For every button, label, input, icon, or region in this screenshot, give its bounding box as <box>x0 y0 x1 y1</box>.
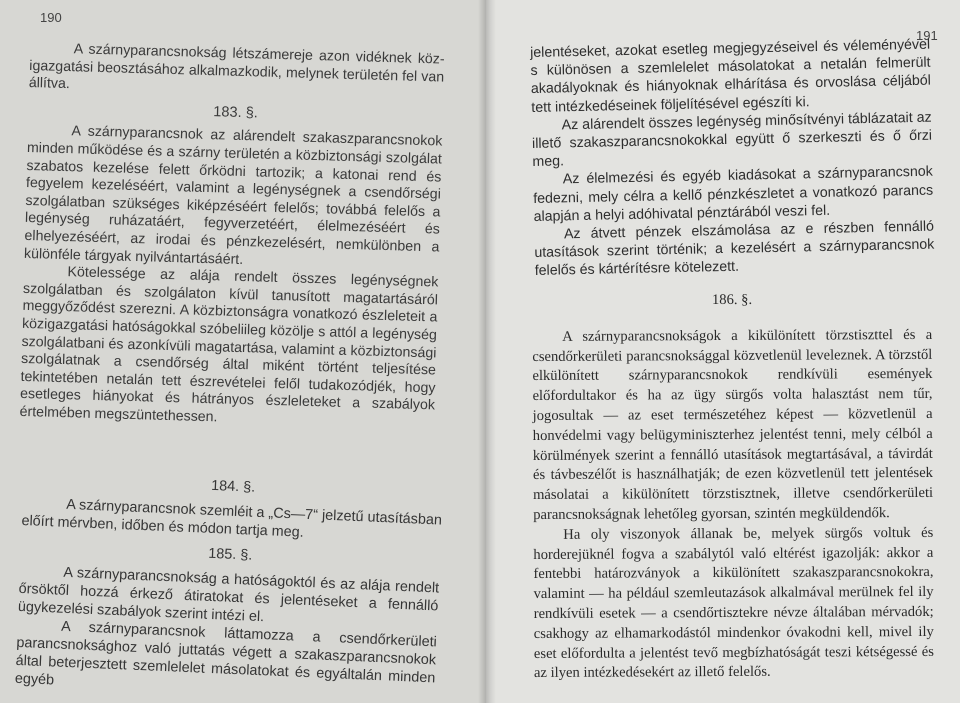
right-page-upper-text <box>530 36 935 281</box>
section-heading-184: 184. §. <box>210 477 256 496</box>
paragraph-184-1: A szárnyparancsnok szemléit a „Cs—7“ jelzetű utasításban előírt mérvben, időben és módon tartja meg. <box>21 496 443 541</box>
left-page-lower-text <box>15 462 444 703</box>
paragraph-upper-4: Az átvett pénzek elszámolása az e részben fennálló utasítások szerint történik; a kezelésért a szárnyparancsnok felelős és kártérítésre kötelezett. <box>534 218 935 280</box>
intro-paragraph: A szárnyparancsnokság létszámereje azon vidéknek köz-igazgatási beosztásához alkalmazkodik, melynek területén fel van állítva. <box>28 41 445 93</box>
right-page <box>486 0 960 703</box>
right-page-lower-text <box>532 290 934 684</box>
paragraph-185-1: A szárnyparancsnokság a hatóságoktól és az alája rendelt őrsöktől hozzá érkező átiratokat és jelentéseket a fennálló ügykezelési szabályok szerint intézi el. <box>17 564 440 626</box>
book-gutter-shadow <box>478 0 496 703</box>
section-heading-186: 186. §. <box>711 291 753 309</box>
paragraph-continued: jelentéseket, azokat esetleg megjegyzéseivel és véleményével s különösen a szemlelelet másolatokat a netalán felmerült akadályoknak és hiányoknak elhárítása és orvoslása céljából tett intézkedéseinek följelítésével egészíti ki. <box>530 36 932 116</box>
paragraph-185-2: A szárnyparancsnok láttamozza a csendőrkerületi parancsnoksághoz való juttatás végett a szakaszparancsnokok által beterjesztett szemlelelet másolatokat és egyáltalán minden egyéb <box>14 618 438 689</box>
paragraph-183-1: A szárnyparancsnok az alárendelt szakaszparancsnokok minden működése és a szárny területén a közbiztonsági szolgálat szabatos kezelése felett őrködni tartozik; a katonai rend és fegyelem kezeléséért, valamint a legénységnek a csendőrségi szolgálatban szükséges kiképzéséért felelős; továbbá felelős a legénység ruházatáért, fegyverzetéért, élelmezéséért és elhelyezéséért, az irodai és pénzkezelésért, nemkülönben a különféle tárgyak nyilvántartásáért. <box>23 123 443 268</box>
page-number-right: 191 <box>916 28 938 43</box>
left-page-upper-text <box>19 40 444 433</box>
section-heading-185: 185. §. <box>207 545 253 564</box>
paragraph-186-2: Ha oly viszonyok állanak be, melyek sürgős voltuk és horderejüknél fogva a szabálytól való eltérést igazolják: akkor a fentebbi határozványok a kikülönített szakaszparancsnokokra, valamint — ha például szemleutazások alkalmával merülnek fel ily rendkívüli esetek — a csendőrtisztekre névze általában mérvadók; csakhogy az elhamarkodástól mindenkor óvakodni kell, mivel ily eset előfordulta a jelentést tevő megbízhatóságát teszi kétségessé és az ilyen intézkedésekért az illető felelős. <box>533 524 934 682</box>
paragraph-186-1: A szárnyparancsnokságok a kikülönített törzstiszttel és a csendőrkerületi parancsnoksággal közvetlenül leveleznek. A törzstől elkülönített szárnyparancsnokok rendkívüli események előfordultakor és ha az ügy sürgős volta halasztást nem tűr, jogosultak — az eset természetéhez képest — közvetlenül a honvédelmi vagy belügyminiszterhez jelentést tenni, mely célból a körülmények szerint a fennálló utasítások megtartásával, a távirdát és távbeszélőt is használhatják; de ezen közvetlenül tett jelentések másolatai a kikülönített törzstisztnek, illetve csendőrkerületi parancsnokságnak lehetőleg gyorsan, szintén megküldendők. <box>532 326 934 523</box>
page-number-left: 190 <box>40 10 62 25</box>
paragraph-upper-2: Az alárendelt összes legénység minősítvényi táblázatait az illető szakaszparancsnokokkal együtt ő szerkeszti és ő őrzi meg. <box>531 109 933 171</box>
section-heading-183: 183. §. <box>213 103 259 122</box>
paragraph-183-2: Kötelessége az alája rendelt összes legénységnek szolgálatban és szolgálaton kívül tanusított magatartásáról meggyőződést szerezni. A közbiztonságra vonatkozó észleleteit a közigazgatási hatóságokkal szóbeliileg közölje s attól a legénység szolgálatbani és azonkívüli magatartása, valamint a közbiztonsági szolgálatnak a csendőrség által miként történt teljesítése tekintetében netalán tett észrevételei felől tudakozódjék, hogy esetleges hiányokat és hátrányos észleleteket a szabályok értelmében megszüntethessen. <box>19 264 439 426</box>
paragraph-upper-3: Az élelmezési és egyéb kiadásokat a szárnyparancsnok fedezni, mely célra a kellő pénzkészletet a vonatkozó parancs alapján a helyi adóhivatal pénztárából veszi fel. <box>533 164 934 225</box>
